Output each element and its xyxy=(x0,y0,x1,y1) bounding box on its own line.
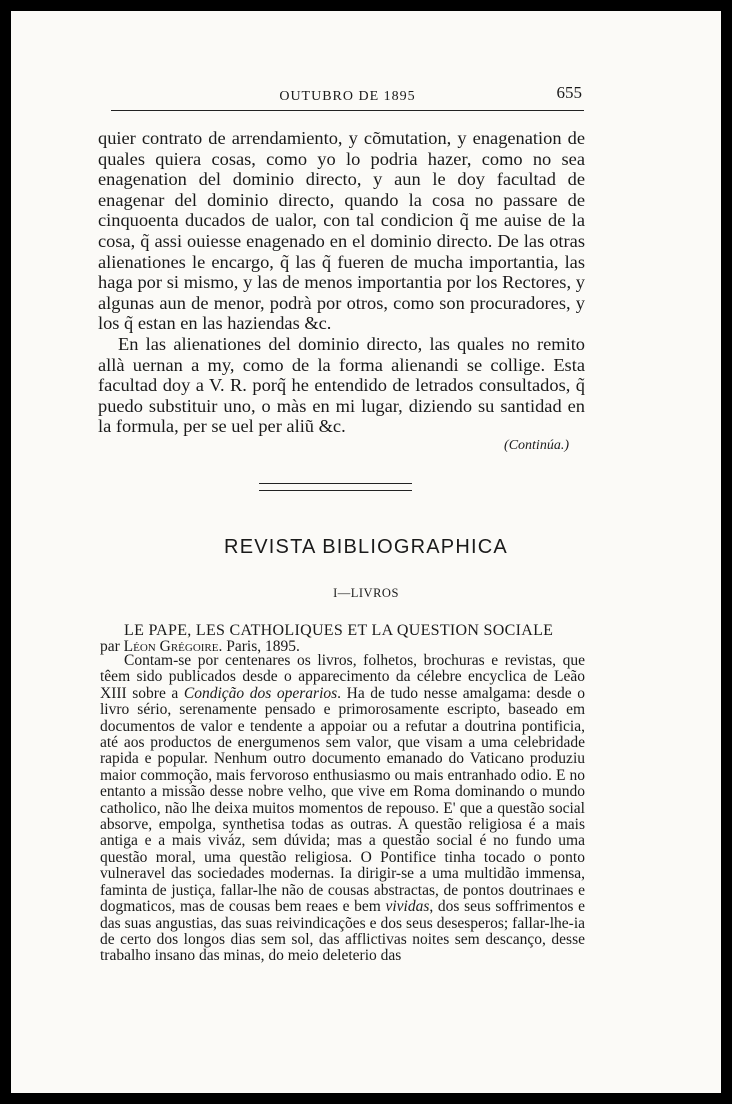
letter-paragraph-1: quier contrato de arrendamiento, y cõmutation, y enagenation de quales quiera cosas, como yo lo podria hazer, como no sea enagenation del dominio directo, y aun le doy facultad de enagenar del dominio directo, quando la cosa no passare de cinquoenta ducados de ualor, con tal condicion q̃ me auise de la cosa, q̃ assi ouiesse enagenado en el dominio directo. De las otras alienationes le encargo, q̃ las q̃ fueren de mucha importantia, las haga por si mismo, y las de menos importantia por los Rectores, y algunas aun de menor, podrà por otros, como son procuradores, y los q̃ estan en las haziendas &c. xyxy=(98,128,585,334)
section-divider xyxy=(259,483,412,491)
author-prefix: par xyxy=(100,638,120,655)
page-number: 655 xyxy=(556,83,582,102)
book-page xyxy=(11,11,721,1093)
page-header xyxy=(111,83,584,123)
review-text-start: Contam-se por centenares os livros, folhetos, brochuras e revistas, que têem sido publicados desde o apparecimento da célebre encyclica de Leão XIII sobre a xyxy=(100,652,585,702)
running-title: OUTUBRO DE 1895 xyxy=(279,89,416,104)
review-paragraph xyxy=(100,653,585,965)
encyclical-title: Condição dos operarios xyxy=(183,684,338,702)
book-title: LE PAPE, LES CATHOLIQUES ET LA QUESTION SOCIALE xyxy=(124,622,554,639)
review-text-middle: . Ha de tudo nesse amalgama: desde o livro sério, serenamente pensado e primorosamente escripto, baseado em documentos de valor e tendente a appoiar ou a refutar a doutrina pontificia, até aos productos de energumenos sem valor, que visam a uma celebridade rapida e popular. Nenhum outro documento emanado do Vaticano produziu maior commoção, mais fervoroso enthusiasmo ou mais entranhado odio. E no entanto a missão desse nobre velho, que vive em Roma dominando o mundo catholico, não lhe deixa muitos momentos de repouso. E' que a questão social absorve, empolga, synthetisa todas as outras. A questão religiosa é a mais antiga e a mais viváz, sem dúvida; mas a questão social é no fundo uma questão moral, uma questão religiosa. O Pontifice tinha tocado o ponto vulneravel das sociedades modernas. Ia dirigir-se a uma multidão immensa, faminta de justiça, fallar-lhe não de cousas abstractas, de pontos doutrinaes e dogmaticos, mas de cousas bem reaes e bem xyxy=(100,684,586,916)
author-name: Léon Grégoire xyxy=(123,638,219,655)
review-text xyxy=(100,653,585,965)
letter-paragraph-2: En las alienationes del dominio directo, las quales no remito allà uernan a my, como de la forma alienandi se collige. Esta facultad doy a V. R. porq̃ he entendido de letrados consultados, q̃ puedo substituir uno, o màs en mi lugar, diziendo su santidad en la formula, per se uel per aliũ &c. xyxy=(98,333,585,437)
vividas-word: vividas xyxy=(385,898,430,916)
section-title: REVISTA BIBLIOGRAPHICA xyxy=(224,536,508,558)
letter-text xyxy=(98,128,585,455)
author-suffix: . Paris, 1895. xyxy=(218,638,300,655)
continued-note: (Continúa.) xyxy=(504,437,569,453)
review-text-end: , dos seus soffrimentos e das suas angustias, das suas reivindicações e dos seus desesperos; fallar-lhe-ia de certo dos longos dias sem sol, das afflictivas noites sem descanço, desse trabalho insano das minas, do meio deleterio das xyxy=(100,898,585,965)
header-rule xyxy=(111,110,584,111)
subsection-heading: I—LIVROS xyxy=(333,586,399,600)
